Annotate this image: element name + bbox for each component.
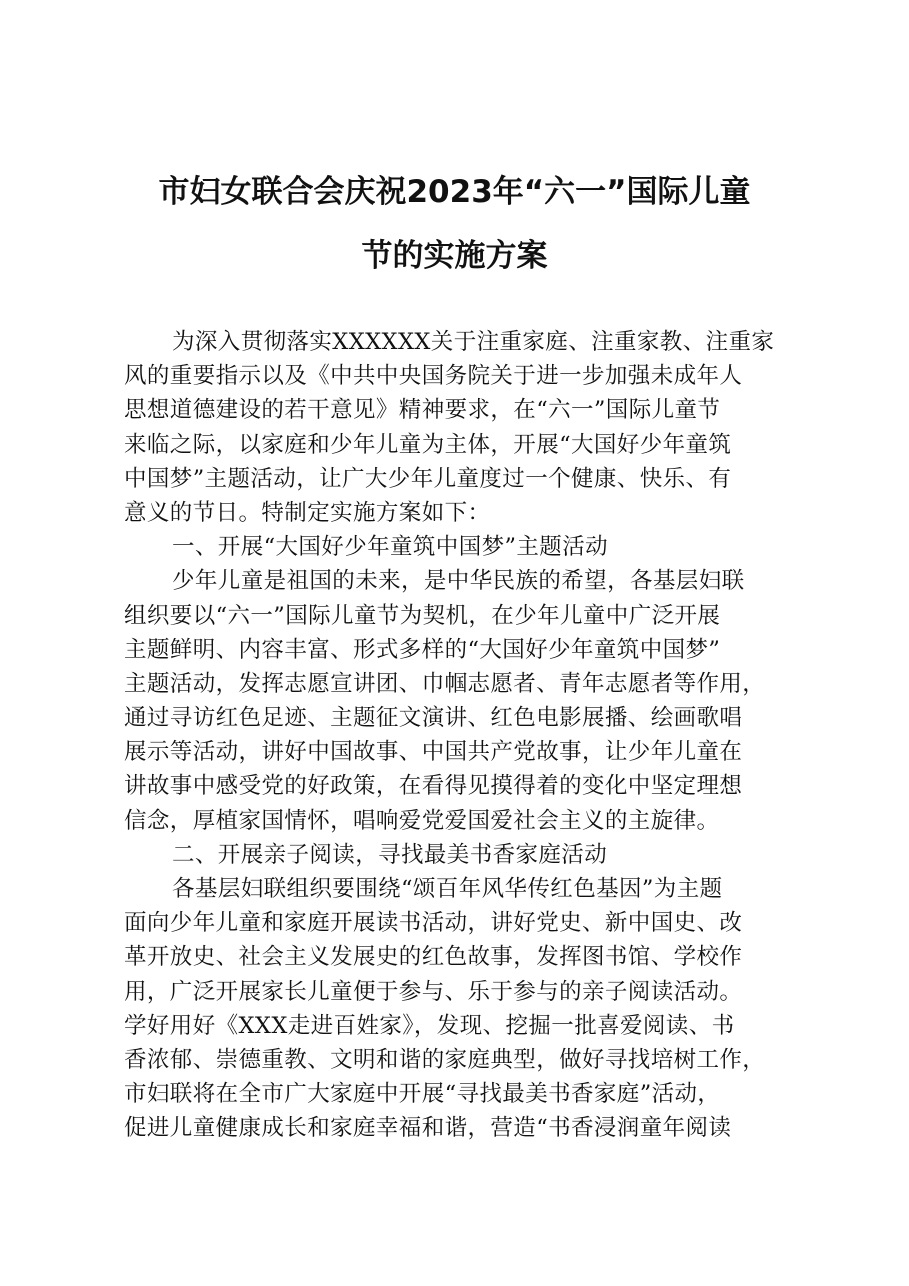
body-text-line: 面向少年儿童和家庭开展读书活动，讲好党史、新中国史、改 <box>124 910 743 937</box>
document-title-line-2: 节的实施方案 <box>361 238 548 274</box>
body-text-line: 市妇联将在全市广大家庭中开展“寻找最美书香家庭”活动， <box>124 1081 721 1108</box>
body-text-line: 通过寻访红色足迹、主题征文演讲、红色电影展播、绘画歌唱 <box>124 705 743 732</box>
document-body <box>124 325 804 1146</box>
body-text-line: 组织要以“六一”国际儿童节为契机，在少年儿童中广泛开展 <box>124 602 721 629</box>
body-text-line: 中国梦”主题活动，让广大少年儿童度过一个健康、快乐、有 <box>124 465 732 492</box>
body-text-line: 主题活动，发挥志愿宣讲团、巾帼志愿者、青年志愿者等作用， <box>124 670 766 697</box>
body-text-line: 少年儿童是祖国的未来，是中华民族的希望，各基层妇联 <box>172 568 745 595</box>
body-text-line: 各基层妇联组织要围绕“颂百年风华传红色基因”为主题 <box>172 876 723 902</box>
body-text-line: 讲故事中感受党的好政策，在看得见摸得着的变化中坚定理想 <box>124 773 743 800</box>
document-title-line-1: 市妇女联合会庆祝2023年“六一”国际儿童 <box>158 174 751 210</box>
body-text-line: 风的重要指示以及《中共中央国务院关于进一步加强未成年人 <box>124 363 743 390</box>
body-text-line: 主题鲜明、内容丰富、形式多样的“大国好少年童筑中国梦” <box>124 636 721 663</box>
body-text-line: 香浓郁、崇德重教、文明和谐的家庭典型，做好寻找培树工作， <box>124 1046 766 1073</box>
body-text-line: 学好用好《XXX走进百姓家》，发现、挖掘一批喜爱阅读、书 <box>124 1012 735 1039</box>
body-text-line: 为深入贯彻落实XXXXXX关于注重家庭、注重家教、注重家 <box>172 329 775 355</box>
body-text-line: 用，广泛开展家长儿童便于参与、乐于参与的亲子阅读活动。 <box>124 978 743 1005</box>
body-text-line: 意义的节日。特制定实施方案如下： <box>124 499 491 526</box>
body-text-line: 展示等活动，讲好中国故事、中国共产党故事，让少年儿童在 <box>124 739 743 766</box>
body-text-line: 一、开展“大国好少年童筑中国梦”主题活动 <box>172 534 609 561</box>
body-text-line: 思想道德建设的若干意见》精神要求，在“六一”国际儿童节 <box>124 397 721 424</box>
body-text-line: 信念，厚植家国情怀，唱响爱党爱国爱社会主义的主旋律。 <box>124 807 720 834</box>
body-text-line: 来临之际，以家庭和少年儿童为主体，开展“大国好少年童筑 <box>124 431 732 458</box>
body-text-line: 促进儿童健康成长和家庭幸福和谐，营造“书香浸润童年阅读 <box>124 1115 732 1142</box>
body-text-line: 二、开展亲子阅读，寻找最美书香家庭活动 <box>172 841 608 868</box>
body-text-line: 革开放史、社会主义发展史的红色故事，发挥图书馆、学校作 <box>124 944 743 971</box>
